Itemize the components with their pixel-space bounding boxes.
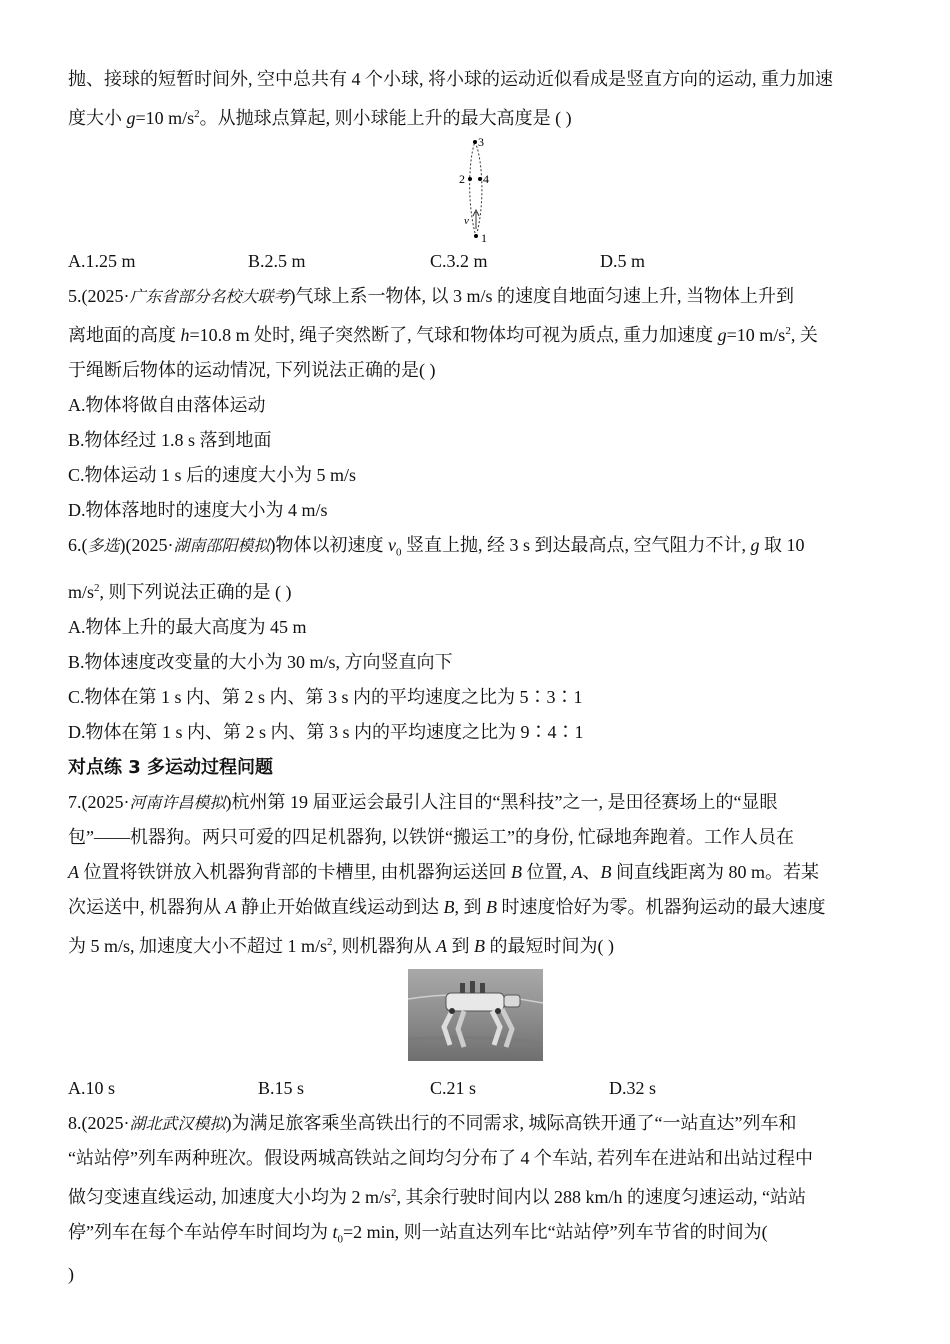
q4-option-b[interactable]: B.2.5 m (248, 251, 306, 271)
q7-option-b[interactable]: B.15 s (258, 1077, 305, 1098)
q6-tag: 多选 (87, 536, 120, 555)
q5-option-b[interactable]: B.物体经过 1.8 s 落到地面 (68, 430, 272, 450)
label-v: v (464, 215, 469, 227)
q8-line1: 8.(2025·湖北武汉模拟)为满足旅客乘坐高铁出行的不同需求, 城际高铁开通了“一站直达”列车和 (68, 1112, 797, 1133)
q6-source: 湖南邵阳模拟 (173, 536, 270, 555)
q7-option-a[interactable]: A.10 s (68, 1077, 116, 1098)
q5-source: 广东省部分名校大联考 (129, 287, 290, 306)
q6-option-d[interactable]: D.物体在第 1 s 内、第 2 s 内、第 3 s 内的平均速度之比为 9∶4∶1 (68, 721, 584, 742)
q5-option-d[interactable]: D.物体落地时的速度大小为 4 m/s (68, 500, 328, 520)
label-3: 3 (478, 136, 484, 149)
q4-options (68, 244, 883, 279)
q7-line3: A 位置将铁饼放入机器狗背部的卡槽里, 由机器狗运送回 B 位置, A、B 间直线距离为 80 m。若某 (68, 861, 820, 882)
q8-line2: “站站停”列车两种班次。假设两城高铁站之间均匀分布了 4 个车站, 若列车在进站和出站过程中 (68, 1147, 813, 1168)
q6-option-c[interactable]: C.物体在第 1 s 内、第 2 s 内、第 3 s 内的平均速度之比为 5∶3∶1 (68, 686, 583, 707)
q6-line2: $m/s^2$, 则下列说法正确的是 ( ) (68, 581, 292, 602)
q4-option-d[interactable]: D.5 m (600, 251, 645, 271)
q4-option-c[interactable]: C.3.2 m (430, 251, 488, 271)
q7-options (68, 1071, 883, 1106)
q6-option-b[interactable]: B.物体速度改变量的大小为 30 m/s, 方向竖直向下 (68, 651, 453, 672)
q7-line2: 包”——机器狗。两只可爱的四足机器狗, 以铁饼“搬运工”的身份, 忙碌地奔跑着。工作人员在 (68, 826, 794, 847)
q7-option-d[interactable]: D.32 s (609, 1077, 657, 1098)
label-2: 2 (459, 172, 465, 186)
q7-line4: 次运送中, 机器狗从 A 静止开始做直线运动到达 B, 到 B 时速度恰好为零。机器狗运动的最大速度 (68, 896, 826, 917)
q7-source: 河南许昌模拟 (129, 792, 226, 812)
q5-option-a[interactable]: A.物体将做自由落体运动 (68, 395, 266, 415)
q4-option-a[interactable]: A.1.25 m (68, 251, 136, 271)
q8-source: 湖北武汉模拟 (129, 1113, 226, 1133)
q5-line2: 离地面的高度 h=10.8 m 处时, 绳子突然断了, 气球和物体均可视为质点, 重力加速度 g=10 $m/s^2$, 关 (68, 325, 818, 345)
q7-option-c[interactable]: C.21 s (430, 1077, 477, 1098)
q5-line1: 5.(2025·广东省部分名校大联考)气球上系一物体, 以 3 m/s 的速度自地面匀速上升, 当物体上升到 (68, 286, 795, 306)
q4-line1: 抛、接球的短暂时间外, 空中总共有 4 个小球, 将小球的运动近似看成是竖直方向的运动, 重力加速 (68, 69, 833, 89)
ball-trajectory-figure (68, 136, 883, 244)
q5-line3: 于绳断后物体的运动情况, 下列说法正确的是( ) (68, 360, 436, 380)
question-page (68, 62, 883, 1292)
q5-option-c[interactable]: C.物体运动 1 s 后的速度大小为 5 m/s (68, 465, 357, 485)
label-4: 4 (483, 172, 489, 186)
label-1: 1 (481, 231, 487, 244)
section-heading: 对点练 3 多运动过程问题 (68, 756, 274, 778)
robot-dog-figure (68, 969, 883, 1069)
robot-dog-photo (408, 969, 543, 1061)
q6-line1: 6.(多选)(2025·湖南邵阳模拟)物体以初速度 $v_0$ 竖直上抛, 经 3 s 到达最高点, 空气阻力不计, g 取 10 (68, 535, 805, 559)
q8-line3: 做匀变速直线运动, 加速度大小均为 2 $m/s^2$, 其余行驶时间内以 288 km/h 的速度匀速运动, “站站 (68, 1186, 807, 1207)
juggling-diagram (448, 136, 508, 244)
q7-line5: 为 5 m/s, 加速度大小不超过 1 $m/s^2$, 则机器狗从 A 到 B 的最短时间为( ) (68, 935, 615, 956)
q6-option-a[interactable]: A.物体上升的最大高度为 45 m (68, 616, 307, 637)
q7-line1: 7.(2025·河南许昌模拟)杭州第 19 届亚运会最引人注目的“黑科技”之一, 是田径赛场上的“显眼 (68, 791, 778, 812)
q8-line4: 停”列车在每个车站停车时间均为 $t_0=2$ min, 则一站直达列车比“站站停”列车节省的时间为( (68, 1221, 768, 1246)
q4-line2: 度大小 g=10 $m/s^2$。从抛球点算起, 则小球能上升的最大高度是 ( ) (68, 108, 572, 128)
q8-line5: ) (68, 1264, 74, 1285)
